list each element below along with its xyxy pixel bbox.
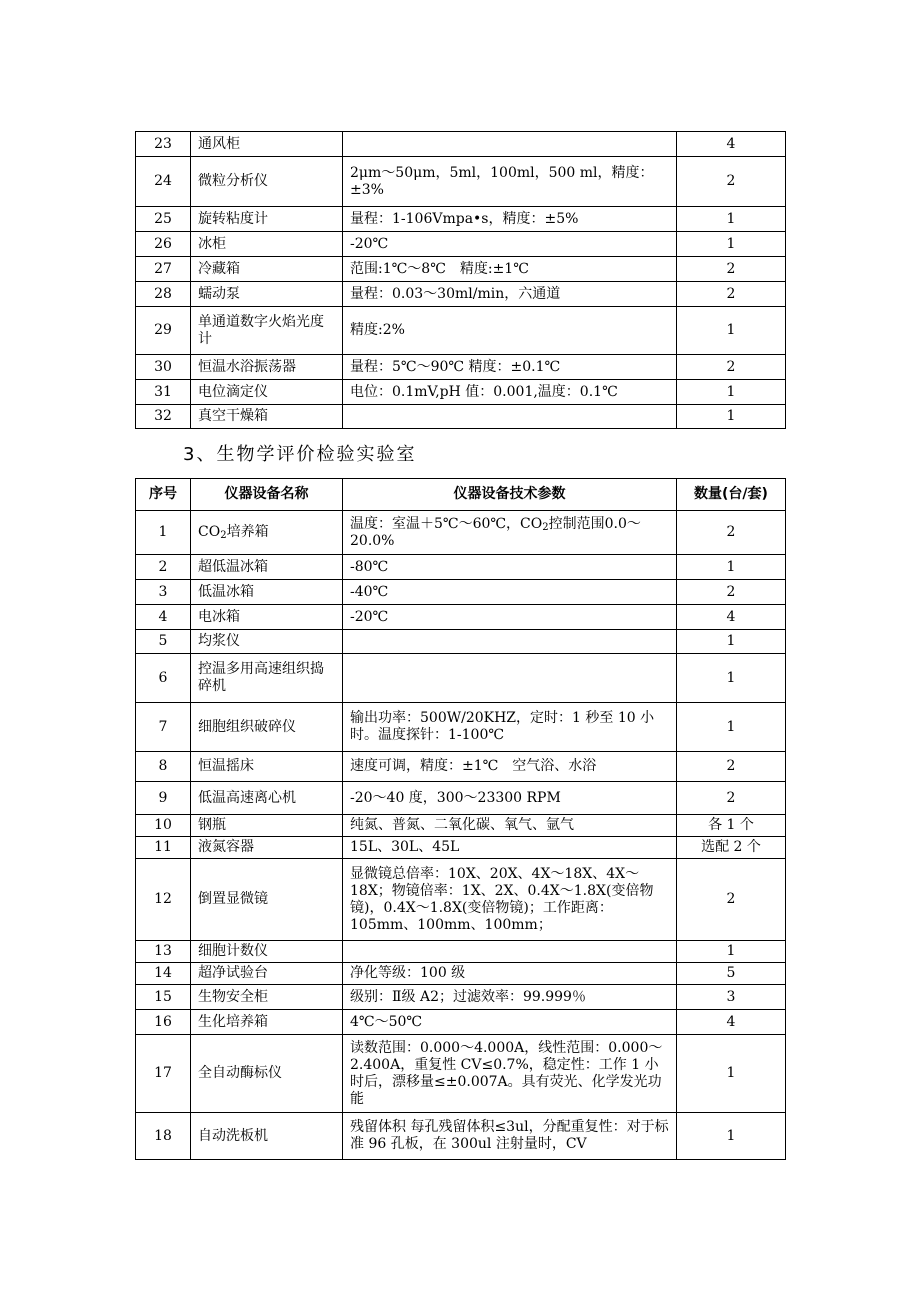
row-number: 13 xyxy=(136,941,191,963)
equipment-qty: 1 xyxy=(677,380,786,405)
row-number: 15 xyxy=(136,985,191,1010)
equipment-spec: 电位：0.1mV,pH 值：0.001,温度：0.1℃ xyxy=(343,380,677,405)
equipment-name: 冰柜 xyxy=(191,232,343,257)
header-row xyxy=(136,479,786,511)
table-row xyxy=(136,654,786,703)
table-row xyxy=(136,257,786,282)
equipment-name: 微粒分析仪 xyxy=(191,157,343,207)
name-prefix: CO xyxy=(198,524,221,540)
row-number: 28 xyxy=(136,282,191,307)
header-name: 仪器设备名称 xyxy=(191,479,343,511)
equipment-spec: -40℃ xyxy=(343,580,677,605)
equipment-qty: 1 xyxy=(677,630,786,654)
equipment-name: 生物安全柜 xyxy=(191,985,343,1010)
equipment-name: 全自动酶标仪 xyxy=(191,1035,343,1113)
equipment-qty: 4 xyxy=(677,605,786,630)
equipment-qty: 2 xyxy=(677,157,786,207)
section-heading: 3、生物学评价检验实验室 xyxy=(183,444,417,465)
spec-suffix: 控制范围0.0～20.0% xyxy=(350,515,641,549)
equipment-name: 液氮容器 xyxy=(191,837,343,859)
row-number: 2 xyxy=(136,555,191,580)
row-number: 5 xyxy=(136,630,191,654)
table-row xyxy=(136,355,786,380)
equipment-spec xyxy=(343,511,677,555)
table-row xyxy=(136,132,786,157)
table-row xyxy=(136,837,786,859)
equipment-qty: 1 xyxy=(677,232,786,257)
table-row xyxy=(136,752,786,782)
equipment-name: 恒温摇床 xyxy=(191,752,343,782)
equipment-spec: -20℃ xyxy=(343,232,677,257)
equipment-qty: 2 xyxy=(677,859,786,941)
equipment-qty: 4 xyxy=(677,132,786,157)
row-number: 18 xyxy=(136,1113,191,1160)
equipment-name: 倒置显微镜 xyxy=(191,859,343,941)
equipment-spec: 2μm～50μm，5ml，100ml，500 ml，精度：±3% xyxy=(343,157,677,207)
row-number: 14 xyxy=(136,963,191,985)
equipment-spec: -20℃ xyxy=(343,605,677,630)
table-row xyxy=(136,1010,786,1035)
table-row xyxy=(136,580,786,605)
table-row xyxy=(136,605,786,630)
row-number: 4 xyxy=(136,605,191,630)
equipment-name: 电位滴定仪 xyxy=(191,380,343,405)
spec-subscript: 2 xyxy=(542,521,549,533)
equipment-name: 电冰箱 xyxy=(191,605,343,630)
table-row xyxy=(136,282,786,307)
equipment-name: 真空干燥箱 xyxy=(191,405,343,429)
equipment-spec: 范围:1℃～8℃ 精度:±1℃ xyxy=(343,257,677,282)
row-number: 31 xyxy=(136,380,191,405)
equipment-qty: 1 xyxy=(677,207,786,232)
equipment-spec: -20～40 度，300～23300 RPM xyxy=(343,782,677,815)
row-number: 3 xyxy=(136,580,191,605)
equipment-spec: 4℃～50℃ xyxy=(343,1010,677,1035)
equipment-spec: -80℃ xyxy=(343,555,677,580)
equipment-qty: 1 xyxy=(677,405,786,429)
row-number: 9 xyxy=(136,782,191,815)
equipment-qty: 2 xyxy=(677,257,786,282)
equipment-name: 低温冰箱 xyxy=(191,580,343,605)
equipment-name: 自动洗板机 xyxy=(191,1113,343,1160)
table-row xyxy=(136,941,786,963)
equipment-qty: 1 xyxy=(677,555,786,580)
equipment-qty: 2 xyxy=(677,355,786,380)
equipment-table-continued xyxy=(135,131,786,429)
equipment-spec: 残留体积 每孔残留体积≤3ul，分配重复性：对于标准 96 孔板，在 300ul 注射量时，CV xyxy=(343,1113,677,1160)
table-row xyxy=(136,157,786,207)
table-row xyxy=(136,405,786,429)
equipment-qty: 2 xyxy=(677,782,786,815)
equipment-qty: 2 xyxy=(677,511,786,555)
row-number: 27 xyxy=(136,257,191,282)
row-number: 6 xyxy=(136,654,191,703)
equipment-qty: 4 xyxy=(677,1010,786,1035)
table-row xyxy=(136,1035,786,1113)
table-row xyxy=(136,232,786,257)
equipment-spec: 速度可调，精度：±1℃ 空气浴、水浴 xyxy=(343,752,677,782)
equipment-name: 钢瓶 xyxy=(191,815,343,837)
table-row xyxy=(136,207,786,232)
table-row xyxy=(136,511,786,555)
row-number: 24 xyxy=(136,157,191,207)
row-number: 32 xyxy=(136,405,191,429)
row-number: 16 xyxy=(136,1010,191,1035)
equipment-qty: 2 xyxy=(677,580,786,605)
header-number: 序号 xyxy=(136,479,191,511)
header-spec: 仪器设备技术参数 xyxy=(343,479,677,511)
table-row xyxy=(136,307,786,355)
equipment-qty: 1 xyxy=(677,941,786,963)
equipment-name: 蠕动泵 xyxy=(191,282,343,307)
bio-lab-equipment-table xyxy=(135,478,786,1160)
equipment-spec: 量程：0.03～30ml/min，六通道 xyxy=(343,282,677,307)
equipment-spec: 级别：Ⅱ级 A2；过滤效率：99.999％ xyxy=(343,985,677,1010)
row-number: 17 xyxy=(136,1035,191,1113)
equipment-spec: 净化等级：100 级 xyxy=(343,963,677,985)
table-row xyxy=(136,703,786,752)
row-number: 8 xyxy=(136,752,191,782)
equipment-name: 超低温冰箱 xyxy=(191,555,343,580)
equipment-table-body xyxy=(136,132,786,429)
table-row xyxy=(136,380,786,405)
table-header xyxy=(136,479,786,511)
table-row xyxy=(136,815,786,837)
equipment-name: 均浆仪 xyxy=(191,630,343,654)
equipment-spec xyxy=(343,405,677,429)
equipment-name xyxy=(191,511,343,555)
equipment-qty: 1 xyxy=(677,1035,786,1113)
equipment-qty: 1 xyxy=(677,1113,786,1160)
row-number: 7 xyxy=(136,703,191,752)
equipment-spec: 量程：1-106Vmpa•s，精度：±5% xyxy=(343,207,677,232)
equipment-name: 低温高速离心机 xyxy=(191,782,343,815)
equipment-qty: 1 xyxy=(677,654,786,703)
equipment-qty: 1 xyxy=(677,703,786,752)
header-qty: 数量(台/套) xyxy=(677,479,786,511)
equipment-spec: 精度:2% xyxy=(343,307,677,355)
table-row xyxy=(136,963,786,985)
row-number: 12 xyxy=(136,859,191,941)
name-subscript: 2 xyxy=(220,530,227,541)
equipment-spec: 输出功率：500W/20KHZ，定时：1 秒至 10 小时。温度探针：1-100℃ xyxy=(343,703,677,752)
equipment-qty: 2 xyxy=(677,282,786,307)
row-number: 26 xyxy=(136,232,191,257)
equipment-qty: 选配 2 个 xyxy=(677,837,786,859)
equipment-spec xyxy=(343,654,677,703)
equipment-name: 单通道数字火焰光度计 xyxy=(191,307,343,355)
equipment-qty: 2 xyxy=(677,752,786,782)
row-number: 23 xyxy=(136,132,191,157)
equipment-spec xyxy=(343,630,677,654)
equipment-spec xyxy=(343,132,677,157)
row-number: 11 xyxy=(136,837,191,859)
row-number: 29 xyxy=(136,307,191,355)
spec-prefix: 温度：室温＋5℃～60℃，CO xyxy=(350,515,543,532)
equipment-name: 冷藏箱 xyxy=(191,257,343,282)
equipment-qty: 5 xyxy=(677,963,786,985)
equipment-name: 通风柜 xyxy=(191,132,343,157)
table-row xyxy=(136,985,786,1010)
equipment-qty: 各 1 个 xyxy=(677,815,786,837)
table-row xyxy=(136,555,786,580)
equipment-spec: 15L、30L、45L xyxy=(343,837,677,859)
equipment-spec xyxy=(343,941,677,963)
row-number: 1 xyxy=(136,511,191,555)
table-row xyxy=(136,859,786,941)
equipment-qty: 3 xyxy=(677,985,786,1010)
equipment-name: 生化培养箱 xyxy=(191,1010,343,1035)
table-row xyxy=(136,782,786,815)
row-number: 10 xyxy=(136,815,191,837)
equipment-name: 控温多用高速组织捣碎机 xyxy=(191,654,343,703)
table-row xyxy=(136,630,786,654)
equipment-spec: 量程：5℃～90℃ 精度：±0.1℃ xyxy=(343,355,677,380)
table-row xyxy=(136,1113,786,1160)
row-number: 25 xyxy=(136,207,191,232)
equipment-spec: 读数范围：0.000～4.000A，线性范围：0.000～2.400A，重复性 CV≤0.7%，稳定性：工作 1 小时后，漂移量≤±0.007A。具有荧光、化学发光功能 xyxy=(343,1035,677,1113)
equipment-name: 细胞组织破碎仪 xyxy=(191,703,343,752)
equipment-spec: 显微镜总倍率：10X、20X、4X～18X、4X～18X；物镜倍率：1X、2X、0.4X～1.8X(变倍物镜)，0.4X～1.8X(变倍物镜)；工作距离：105mm、100mm、100mm； xyxy=(343,859,677,941)
equipment-table-body xyxy=(136,511,786,1160)
name-suffix: 培养箱 xyxy=(226,524,269,540)
row-number: 30 xyxy=(136,355,191,380)
equipment-name: 细胞计数仪 xyxy=(191,941,343,963)
equipment-spec: 纯氮、普氮、二氧化碳、氧气、氩气 xyxy=(343,815,677,837)
equipment-name: 超净试验台 xyxy=(191,963,343,985)
equipment-name: 恒温水浴振荡器 xyxy=(191,355,343,380)
equipment-name: 旋转粘度计 xyxy=(191,207,343,232)
equipment-qty: 1 xyxy=(677,307,786,355)
